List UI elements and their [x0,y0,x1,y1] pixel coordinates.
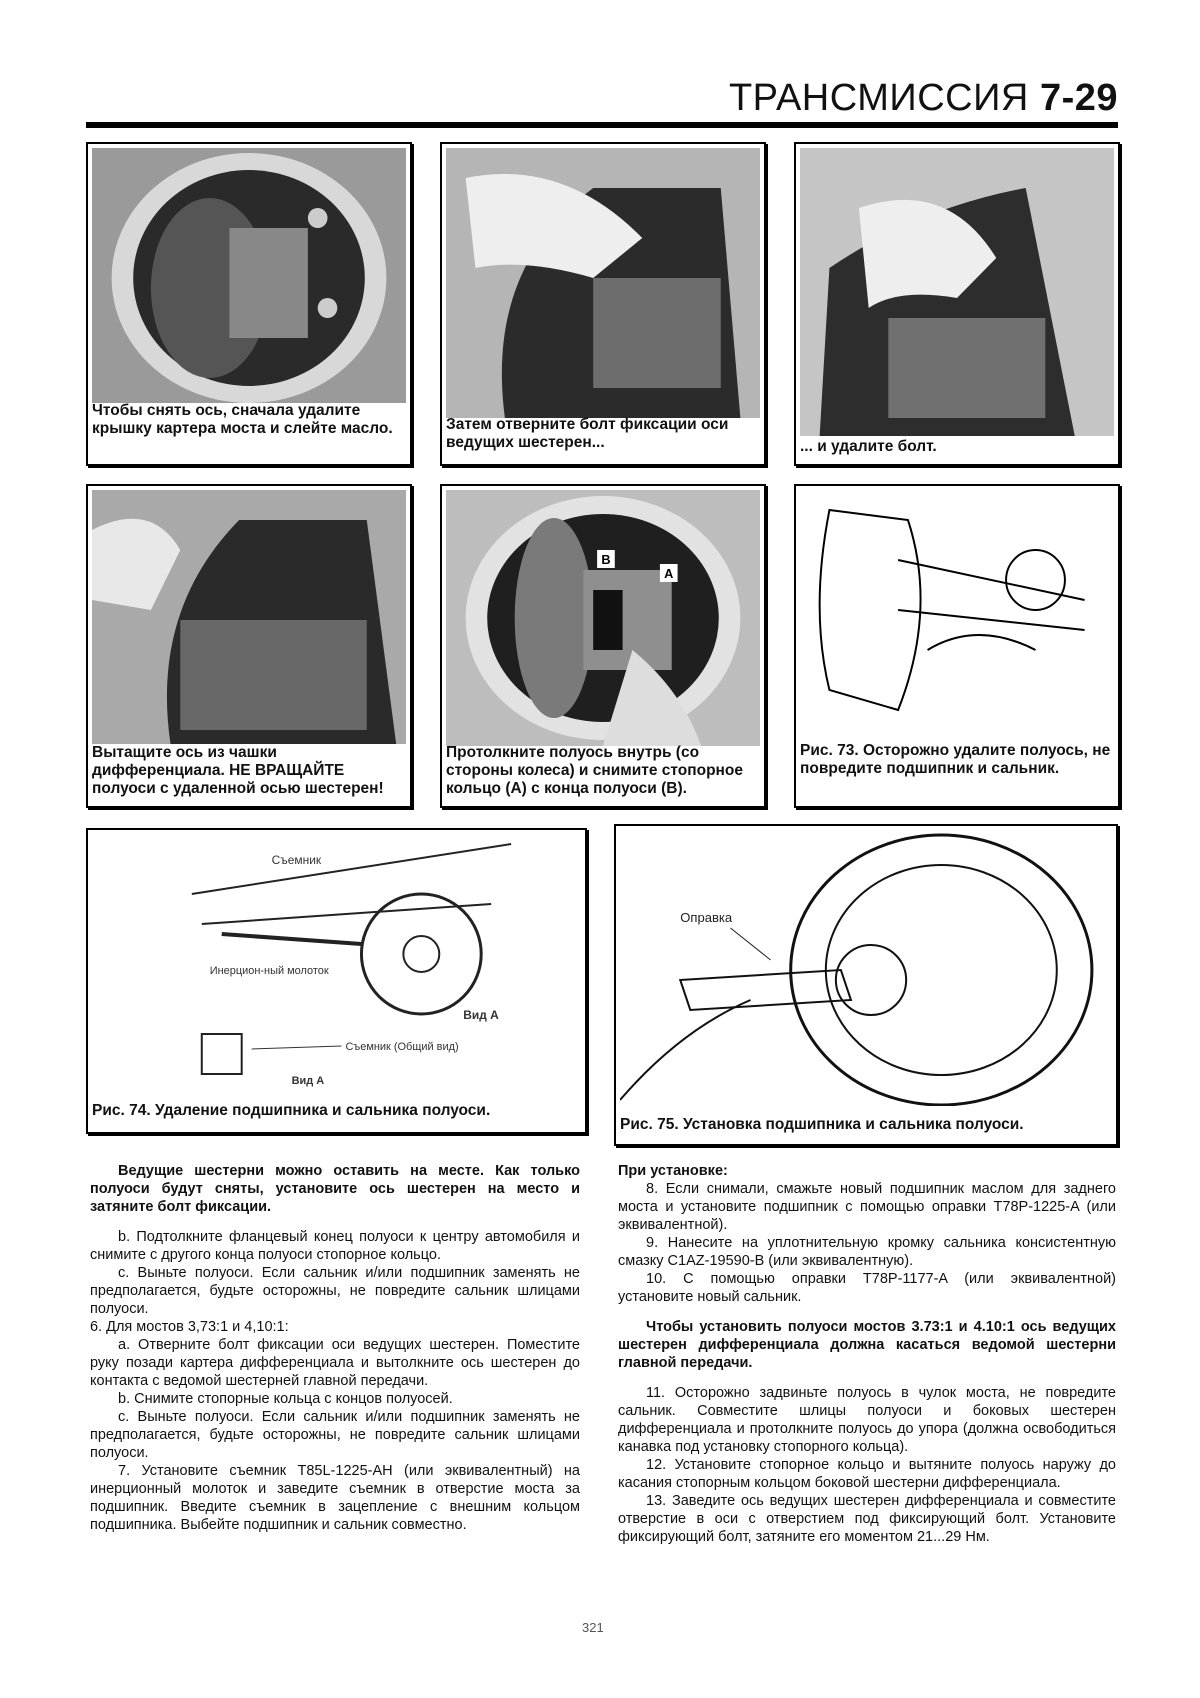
figure-caption: Чтобы снять ось, сначала удалите крышку картера моста и слейте масло. [92,402,393,437]
figure-photo-4 [86,484,412,808]
step-12: 12. Установите стопорное кольцо и вытяните полуось наружу до касания стопорным кольцом боковой шестерни дифференциала. [618,1457,1116,1491]
figure-caption: Рис. 75. Установка подшипника и сальника полуоси. [620,1116,1024,1133]
bearing-install-drawing [620,830,1112,1106]
label-a: A [664,565,674,582]
figure-caption: Рис. 74. Удаление подшипника и сальника полуоси. [92,1102,491,1119]
right-note: Чтобы установить полуоси мостов 3.73:1 и 4.10:1 ось ведущих шестерен дифференциала должна касаться ведомой шестерни главной передачи. [618,1319,1116,1371]
pinion-shaft-photo [92,490,406,744]
figure-75 [614,824,1118,1146]
label-slide-hammer: Инерцион-ный молоток [209,964,329,978]
figure-caption: ... и удалите болт. [800,438,937,455]
differential-photo [92,148,406,403]
step-6: 6. Для мостов 3,73:1 и 4,10:1: [90,1319,289,1335]
step-6b: b. Снимите стопорные кольца с концов полуосей. [118,1391,453,1407]
figure-caption: Рис. 73. Осторожно удалите полуось, не повредите подшипник и сальник. [800,742,1111,777]
label-puller-general: Съемник (Общий вид) [345,1040,459,1054]
step-6a: a. Отверните болт фиксации оси ведущих шестерен. Поместите руку позади картера дифференциала и вытолкните ось шестерен до контакта с ведомой шестерней главной передачи. [90,1337,580,1389]
step-7: 7. Установите съемник T85L-1225-AH (или эквивалентный) на инерционный молоток и заведите съемник в отверстие моста за подшипник. Введите съемник в зацепление с внешним кольцом подшипника. Выбейте подшипник и сальник совместно. [90,1463,580,1533]
step-10: 10. С помощью оправки T78P-1177-A (или эквивалентной) установите новый сальник. [618,1271,1116,1305]
page-code: 7-29 [1039,77,1118,119]
step-6c: c. Выньте полуоси. Если сальник и/или подшипник заменять не предполагается, будьте осторожны, не повредите сальник шлицами полуоси. [90,1409,580,1461]
figure-photo-5 [440,484,766,808]
retaining-ring-photo [446,490,760,746]
figure-73 [794,484,1120,808]
right-column [618,1162,1116,1546]
label-puller: Съемник [271,852,322,868]
figure-caption: Протолкните полуось внутрь (со стороны колеса) и снимите стопорное кольцо (А) с конца полуоси (В). [446,744,743,797]
label-view-a-bottom: Вид А [291,1074,325,1088]
label-view-a: Вид А [463,1007,499,1023]
step-13: 13. Заведите ось ведущих шестерен дифференциала и совместите отверстие в оси с отверстием под фиксирующий болт. Установите фиксирующий болт, затяните его моментом 21...29 Нм. [618,1493,1116,1545]
label-driver: Оправка [680,910,733,925]
axle-removal-drawing [800,490,1114,740]
step-c: c. Выньте полуоси. Если сальник и/или подшипник заменять не предполагается, будьте осторожны, не повредите сальник шлицами полуоси. [90,1265,580,1317]
label-b: B [601,551,611,568]
step-8: 8. Если снимали, смажьте новый подшипник маслом для заднего моста и установите подшипник с помощью оправки T78P-1225-A (или эквивалентной). [618,1181,1116,1233]
bearing-removal-drawing [92,834,581,1094]
figure-photo-2 [440,142,766,466]
figure-caption: Затем отверните болт фиксации оси ведущих шестерен... [446,416,729,451]
header-rule [86,122,1118,128]
left-note: Ведущие шестерни можно оставить на месте. Как только полуоси будут сняты, установите ось шестерен на место и затяните болт фиксации. [90,1163,580,1215]
step-b: b. Подтолкните фланцевый конец полуоси к центру автомобиля и снимите с другого конца полуоси стопорное кольцо. [90,1229,580,1263]
bolt-removal-photo [446,148,760,418]
page-number: 321 [582,1620,604,1635]
install-heading: При установке: [618,1163,728,1179]
step-11: 11. Осторожно задвиньте полуось в чулок моста, не повредите сальник. Совместите шлицы полуоси и боковых шестерен дифференциала и протолкните полуось до упора (должна освободиться канавка под установку стопорного кольца). [618,1385,1116,1455]
step-9: 9. Нанесите на уплотнительную кромку сальника консистентную смазку C1AZ-19590-B (или эквивалентную). [618,1235,1116,1269]
section-header [729,74,1118,122]
section-title: ТРАНСМИССИЯ [728,77,1029,119]
figure-caption: Вытащите ось из чашки дифференциала. НЕ ВРАЩАЙТЕ полуоси с удаленной осью шестерен! [92,744,384,797]
figure-photo-3 [794,142,1120,466]
figure-photo-1 [86,142,412,466]
bolt-removed-photo [800,148,1114,436]
figure-74 [86,828,587,1134]
left-column [90,1162,580,1534]
